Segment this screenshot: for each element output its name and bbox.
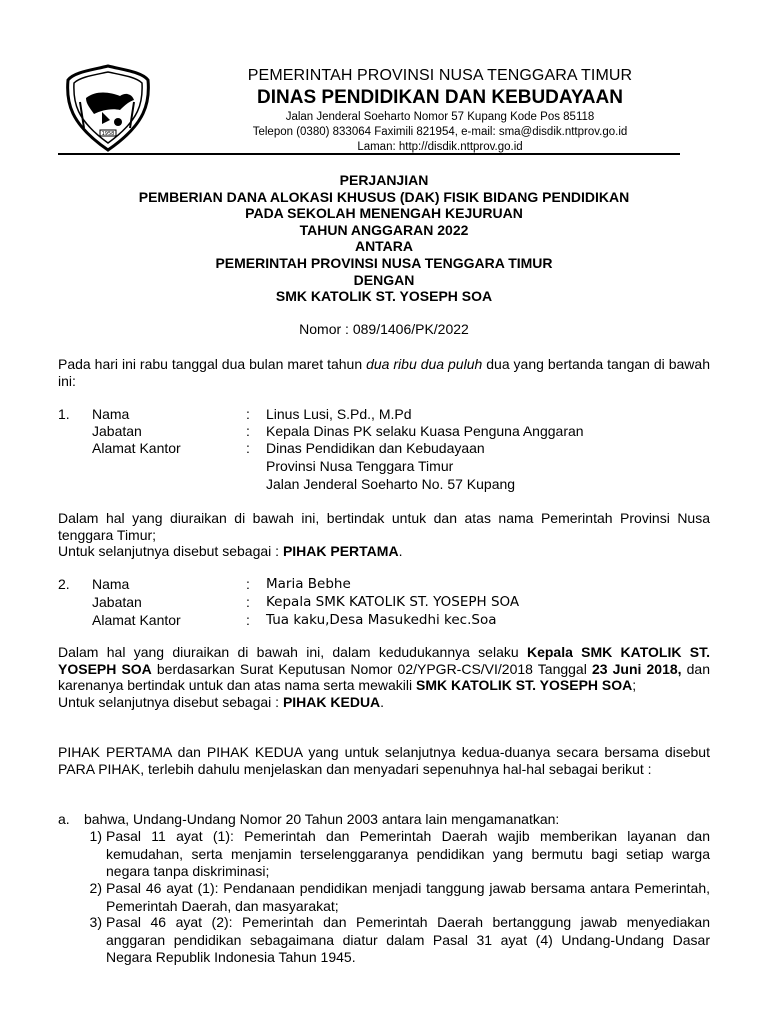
- colon: :: [246, 406, 250, 422]
- party1-description: [58, 510, 710, 560]
- party2-description: [58, 644, 710, 711]
- party1-address-line1: Dinas Pendidikan dan Kebudayaan: [266, 440, 485, 456]
- intro-paragraph: [58, 356, 710, 389]
- party2-position-label: Jabatan: [92, 594, 142, 610]
- party1-position-label: Jabatan: [92, 423, 142, 439]
- colon: :: [246, 423, 250, 439]
- para-pihak-paragraph: PIHAK PERTAMA dan PIHAK KEDUA yang untuk selanjutnya kedua-duanya secara bersama disebut PARA PIHAK, terlebih dahulu menjelaskan dan menyadari sepenuhnya hal-hal sebagai berikut :: [58, 744, 710, 777]
- title-line: PEMERINTAH PROVINSI NUSA TENGGARA TIMUR: [215, 254, 553, 271]
- intro-text: Pada hari ini rabu tanggal dua bulan maret tahun: [58, 356, 367, 372]
- letterhead-website: Laman: http://disdik.nttprov.go.id: [357, 141, 523, 153]
- designation-text: .: [380, 694, 385, 711]
- party1-name: Linus Lusi, S.Pd., M.Pd: [266, 406, 412, 422]
- body-text: dan karenanya bertindak untuk dan atas nama serta mewakili: [58, 660, 710, 694]
- party2-designation: [58, 694, 710, 711]
- party1-name-label: Nama: [92, 406, 130, 422]
- colon: :: [246, 612, 250, 628]
- party2-position: Kepala SMK KATOLIK ST. YOSEPH SOA: [266, 594, 520, 610]
- designation-text: Untuk selanjutnya disebut sebagai :: [58, 543, 283, 560]
- consideration-text: bahwa, Undang-Undang Nomor 20 Tahun 2003 antara lain mengamanatkan:: [84, 811, 560, 827]
- letterhead-agency: DINAS PENDIDIKAN DAN KEBUDAYAAN: [257, 87, 623, 108]
- agreement-title: [58, 172, 710, 305]
- body-text: ;: [632, 677, 637, 694]
- designation-text: .: [398, 543, 403, 560]
- title-line: ANTARA: [354, 238, 414, 255]
- party2-number: 2.: [58, 576, 70, 592]
- letterhead-province: PEMERINTAH PROVINSI NUSA TENGGARA TIMUR: [247, 67, 633, 84]
- party1-number: 1.: [58, 406, 70, 422]
- title-line: SMK KATOLIK ST. YOSEPH SOA: [275, 288, 493, 305]
- party2-address: Tua kaku,Desa Masukedhi kec.Soa: [266, 612, 497, 628]
- list-item-number: 1): [89, 828, 102, 844]
- colon: :: [246, 576, 250, 592]
- government-emblem-logo: [62, 62, 154, 154]
- bold-date: 23 Juni 2018,: [591, 660, 682, 677]
- consideration-letter: a.: [58, 811, 70, 827]
- title-line: PEMBERIAN DANA ALOKASI KHUSUS (DAK) FISIK BIDANG PENDIDIKAN: [138, 188, 630, 205]
- colon: :: [246, 440, 250, 456]
- document-number: Nomor : 089/1406/PK/2022: [299, 321, 469, 337]
- party2-address-label: Alamat Kantor: [92, 612, 181, 628]
- colon: :: [246, 594, 250, 610]
- list-item: Pasal 46 ayat (1): Pendanaan pendidikan menjadi tanggung jawab bersama antara Pemerintah, Pemerintah Daerah, dan masyarakat;: [106, 880, 710, 914]
- title-line: DENGAN: [353, 271, 415, 288]
- list-item-number: 2): [89, 880, 102, 896]
- title-line: PERJANJIAN: [339, 172, 429, 188]
- party1-position: Kepala Dinas PK selaku Kuasa Penguna Anggaran: [266, 423, 584, 439]
- title-line: PADA SEKOLAH MENENGAH KEJURUAN: [245, 205, 523, 222]
- list-item: Pasal 46 ayat (2): Pemerintah dan Pemerintah Daerah bertanggung jawab menyediakan anggaran pendidikan sebagaimana diatur dalam Pasal 31 ayat (4) Undang-Undang Dasar Negara Republik Indonesia Tahun 1945.: [106, 914, 710, 965]
- list-item-number: 3): [89, 914, 102, 930]
- party1-address-line3: Jalan Jenderal Soeharto No. 57 Kupang: [266, 476, 516, 492]
- list-item: Pasal 11 ayat (1): Pemerintah dan Pemerintah Daerah wajib memberikan layanan dan kemudahan, serta menjamin terselenggaranya pendidikan yang bermutu bagi setiap warga negara tanpa diskriminasi;: [106, 828, 710, 879]
- letterhead-divider: [58, 153, 680, 155]
- party1-designation: [58, 543, 710, 560]
- pihak-kedua-term: PIHAK KEDUA: [282, 694, 381, 711]
- party2-name-label: Nama: [92, 576, 130, 592]
- party1-address-line2: Provinsi Nusa Tenggara Timur: [266, 458, 454, 474]
- body-text: Dalam hal yang diuraikan di bawah ini, dalam kedudukannya selaku: [58, 644, 527, 660]
- designation-text: Untuk selanjutnya disebut sebagai :: [58, 694, 283, 711]
- body-text: berdasarkan Surat Keputusan Nomor 02/YPGR-CS/VI/2018 Tanggal: [151, 660, 592, 677]
- letterhead-address: Jalan Jenderal Soeharto Nomor 57 Kupang Kode Pos 85118: [285, 111, 595, 123]
- party2-name: Maria Bebhe: [266, 576, 351, 592]
- title-line: TAHUN ANGGARAN 2022: [299, 221, 469, 238]
- letterhead-phone-email: Telepon (0380) 833064 Faximili 821954, e-mail: sma@disdik.nttprov.go.id: [252, 126, 628, 138]
- bold-school-name: SMK KATOLIK ST. YOSEPH SOA: [415, 677, 633, 694]
- logo-year-text: 1958: [101, 131, 115, 137]
- party1-address-label: Alamat Kantor: [92, 440, 181, 456]
- intro-italic-year: dua ribu dua puluh: [366, 356, 483, 372]
- bold-school-title: Kepala SMK KATOLIK ST. YOSEPH SOA: [58, 644, 710, 677]
- intro-text: dua yang bertanda tangan di bawah ini:: [58, 356, 710, 389]
- pihak-pertama-term: PIHAK PERTAMA: [282, 543, 399, 560]
- letterhead-contact-block: [160, 110, 720, 155]
- party2-representation-text: [58, 644, 710, 694]
- party1-representation-text: Dalam hal yang diuraikan di bawah ini, bertindak untuk dan atas nama Pemerintah Provinsi Nusa tenggara Timur;: [58, 510, 710, 543]
